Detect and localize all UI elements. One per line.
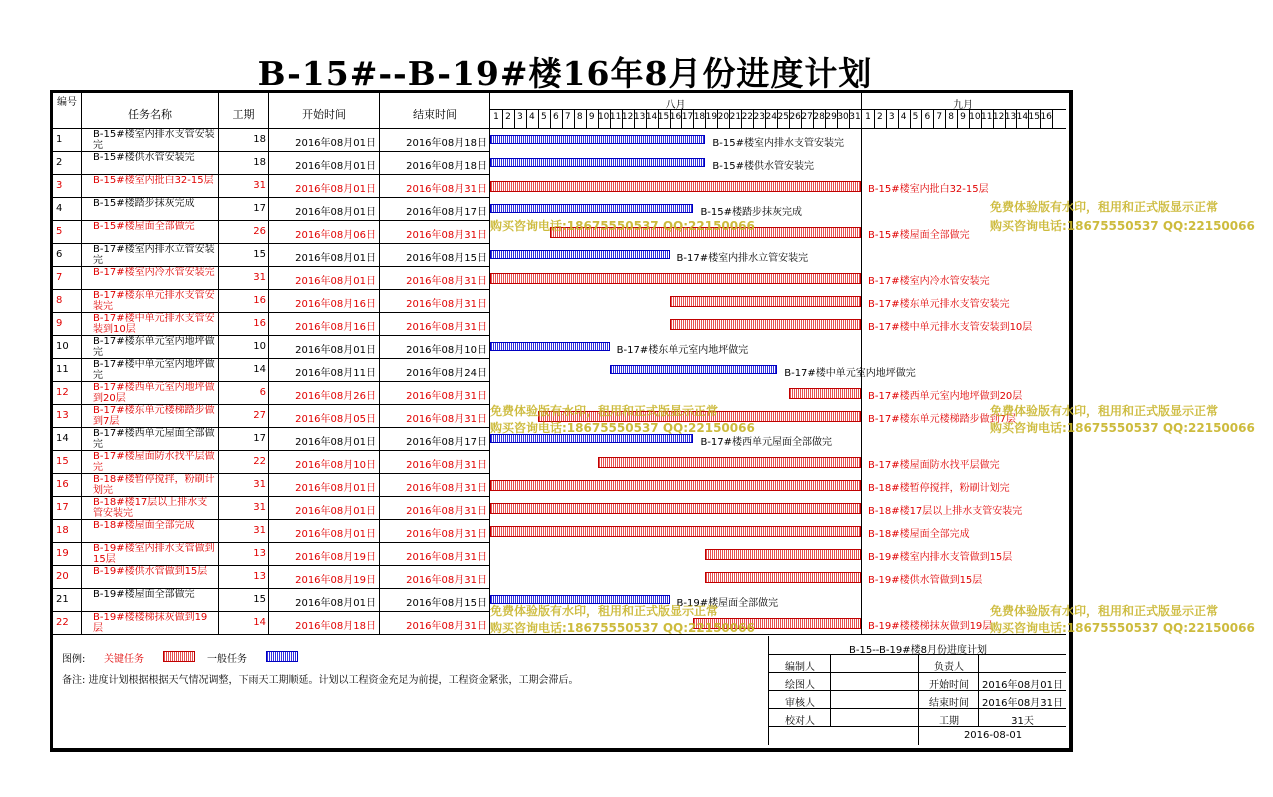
task-name: B-17#楼西单元屋面全部做完 xyxy=(93,428,215,450)
task-start: 2016年08月11日 xyxy=(295,368,376,379)
task-duration: 26 xyxy=(253,226,266,237)
task-duration: 17 xyxy=(253,433,266,444)
day-aug-4: 4 xyxy=(529,112,535,122)
watermark-line1-c: 免费体验版有水印，租用和正式版显示正常 xyxy=(490,404,719,418)
task-start: 2016年08月05日 xyxy=(295,414,376,425)
task-duration: 27 xyxy=(253,410,266,421)
day-aug-2: 2 xyxy=(505,112,511,122)
watermark-line2-d: 购买咨询电话:18675550537 QQ:22150066 xyxy=(990,421,1255,435)
task-duration: 18 xyxy=(253,157,266,168)
task-no: 3 xyxy=(56,180,63,191)
task-bar-label: B-17#楼中单元室内地坪做完 xyxy=(784,368,916,379)
watermark-line2-b: 购买咨询电话:18675550537 QQ:22150066 xyxy=(490,219,755,233)
task-end: 2016年08月31日 xyxy=(406,575,487,586)
day-sep-4: 4 xyxy=(900,112,907,122)
task-no: 9 xyxy=(56,318,63,329)
watermark-line2-c: 购买咨询电话:18675550537 QQ:22150066 xyxy=(490,421,755,435)
task-end: 2016年08月31日 xyxy=(406,529,487,540)
header-end: 结束时间 xyxy=(413,108,457,121)
task-duration: 13 xyxy=(253,571,266,582)
day-sep-5: 5 xyxy=(912,112,919,122)
task-duration: 18 xyxy=(253,134,266,145)
task-end: 2016年08月17日 xyxy=(406,437,487,448)
task-start: 2016年08月06日 xyxy=(295,230,376,241)
task-bar-label: B-17#楼西单元屋面全部做完 xyxy=(700,437,833,448)
task-start: 2016年08月01日 xyxy=(295,506,376,517)
day-aug-10: 10 xyxy=(597,112,610,122)
task-name: B-19#楼供水管做到15层 xyxy=(93,566,208,577)
task-bar-label: B-17#楼室内排水立管安装完 xyxy=(676,253,809,264)
task-name: B-15#楼屋面全部做完 xyxy=(93,221,195,232)
header-no: 编号 xyxy=(57,97,77,108)
critical-task-bar xyxy=(670,319,861,330)
task-name: B-19#楼楼梯抹灰做到19层 xyxy=(93,612,208,634)
task-no: 11 xyxy=(56,364,69,375)
day-sep-1: 1 xyxy=(865,112,871,122)
task-no: 12 xyxy=(56,387,69,398)
day-aug-8: 8 xyxy=(576,112,583,122)
task-bar-label: B-15#楼供水管安装完 xyxy=(712,161,814,172)
info-duration-value: 31天 xyxy=(1011,716,1034,727)
task-name: B-17#楼东单元楼梯踏步做到7层 xyxy=(93,405,215,427)
header-start: 开始时间 xyxy=(302,108,346,121)
task-end: 2016年08月18日 xyxy=(406,161,487,172)
day-aug-20: 20 xyxy=(717,112,730,122)
critical-task-bar xyxy=(490,181,861,192)
task-bar-label: B-18#楼屋面全部完成 xyxy=(868,529,970,540)
task-no: 2 xyxy=(56,157,63,168)
normal-task-bar xyxy=(490,158,705,167)
task-start: 2016年08月01日 xyxy=(295,529,376,540)
task-start: 2016年08月01日 xyxy=(295,184,376,195)
task-duration: 31 xyxy=(253,502,266,513)
day-aug-25: 25 xyxy=(777,112,789,122)
task-duration: 16 xyxy=(253,318,266,329)
day-aug-23: 23 xyxy=(753,112,765,122)
day-aug-19: 19 xyxy=(705,112,718,122)
task-end: 2016年08月31日 xyxy=(406,460,487,471)
task-end: 2016年08月15日 xyxy=(406,253,487,264)
task-start: 2016年08月01日 xyxy=(295,138,376,149)
task-duration: 14 xyxy=(253,364,266,375)
watermark-line1-d: 免费体验版有水印，租用和正式版显示正常 xyxy=(990,404,1219,418)
task-start: 2016年08月01日 xyxy=(295,483,376,494)
day-aug-22: 22 xyxy=(741,112,754,122)
watermark-line1-e: 免费体验版有水印，租用和正式版显示正常 xyxy=(490,604,719,618)
legend-critical-swatch xyxy=(163,651,195,662)
day-aug-1: 1 xyxy=(493,112,499,122)
day-sep-12: 12 xyxy=(992,112,1005,122)
critical-task-bar xyxy=(490,526,861,537)
task-name: B-18#楼暂停搅拌，粉刷计划完 xyxy=(93,474,215,496)
task-name: B-15#楼供水管安装完 xyxy=(93,152,195,163)
task-start: 2016年08月01日 xyxy=(295,207,376,218)
note-text: 备注: 进度计划根据根据天气情况调整，下雨天工期顺延。计划以工程资金充足为前提，工程资金紧张，工期会滞后。 xyxy=(62,675,579,686)
task-no: 7 xyxy=(56,272,63,283)
info-date: 2016-08-01 xyxy=(963,730,1023,741)
day-sep-15: 15 xyxy=(1028,112,1040,122)
task-duration: 6 xyxy=(259,387,266,398)
info-drawer-label: 绘图人 xyxy=(785,680,815,691)
task-end: 2016年08月31日 xyxy=(406,483,487,494)
task-duration: 16 xyxy=(253,295,266,306)
task-no: 15 xyxy=(56,456,69,467)
legend-normal-label: 一般任务 xyxy=(207,654,247,665)
watermark-line1-a: 免费体验版有水印，租用和正式版显示正常 xyxy=(990,200,1219,214)
task-name: B-18#楼17层以上排水支管安装完 xyxy=(93,497,208,519)
watermark-line2-f: 购买咨询电话:18675550537 QQ:22150066 xyxy=(990,621,1255,635)
legend-critical-label: 关键任务 xyxy=(104,654,144,665)
header-task-name: 任务名称 xyxy=(128,108,172,121)
task-no: 13 xyxy=(56,410,69,421)
task-bar-label: B-19#楼供水管做到15层 xyxy=(868,575,983,586)
task-name: B-19#楼室内排水支管做到15层 xyxy=(93,543,215,565)
day-aug-30: 30 xyxy=(837,112,849,122)
day-aug-26: 26 xyxy=(789,112,801,122)
task-name: B-19#楼屋面全部做完 xyxy=(93,589,195,600)
task-start: 2016年08月10日 xyxy=(295,460,376,471)
task-name: B-17#楼中单元室内地坪做完 xyxy=(93,359,215,381)
task-bar-label: B-18#楼暂停搅拌，粉刷计划完 xyxy=(868,483,1010,494)
task-duration: 15 xyxy=(253,594,266,605)
task-duration: 31 xyxy=(253,525,266,536)
watermark-line1-f: 免费体验版有水印，租用和正式版显示正常 xyxy=(990,604,1219,618)
day-aug-12: 12 xyxy=(621,112,634,122)
task-no: 22 xyxy=(56,617,69,628)
info-reviewer-label: 审核人 xyxy=(785,698,815,709)
task-end: 2016年08月31日 xyxy=(406,230,487,241)
day-sep-9: 9 xyxy=(960,112,966,122)
task-name: B-15#楼踏步抹灰完成 xyxy=(93,198,195,209)
day-aug-21: 21 xyxy=(729,112,742,122)
header-duration: 工期 xyxy=(232,108,255,121)
day-aug-18: 18 xyxy=(693,112,706,122)
task-no: 6 xyxy=(56,249,63,260)
day-aug-29: 29 xyxy=(825,112,837,122)
task-end: 2016年08月24日 xyxy=(406,368,487,379)
task-start: 2016年08月01日 xyxy=(295,161,376,172)
task-bar-label: B-15#楼室内批白32-15层 xyxy=(868,184,989,195)
task-start: 2016年08月19日 xyxy=(295,552,376,563)
day-aug-16: 16 xyxy=(669,112,682,122)
day-aug-15: 15 xyxy=(657,112,670,122)
task-no: 10 xyxy=(56,341,69,352)
task-end: 2016年08月31日 xyxy=(406,299,487,310)
day-aug-11: 11 xyxy=(609,112,622,122)
task-start: 2016年08月01日 xyxy=(295,345,376,356)
task-name: B-17#楼室内排水立管安装完 xyxy=(93,244,215,266)
day-aug-13: 13 xyxy=(633,112,646,122)
day-aug-24: 24 xyxy=(765,112,777,122)
task-bar-label: B-17#楼中单元排水支管安装到10层 xyxy=(868,322,1033,333)
header-month-aug: 八月 xyxy=(665,100,686,111)
task-start: 2016年08月01日 xyxy=(295,598,376,609)
day-aug-17: 17 xyxy=(681,112,694,122)
critical-task-bar xyxy=(670,296,861,307)
day-sep-2: 2 xyxy=(876,112,883,122)
task-bar-label: B-15#楼室内排水支管安装完 xyxy=(712,138,844,149)
task-end: 2016年08月31日 xyxy=(406,391,487,402)
task-duration: 31 xyxy=(253,479,266,490)
task-no: 16 xyxy=(56,479,69,490)
task-duration: 31 xyxy=(253,180,266,191)
day-sep-10: 10 xyxy=(969,112,981,122)
normal-task-bar xyxy=(490,342,610,351)
task-name: B-18#楼屋面全部完成 xyxy=(93,520,195,531)
task-name: B-15#楼室内批白32-15层 xyxy=(93,175,214,186)
task-bar-label: B-19#楼室内排水支管做到15层 xyxy=(868,552,1013,563)
task-no: 4 xyxy=(56,203,63,214)
task-bar-label: B-17#楼东单元室内地坪做完 xyxy=(616,345,749,356)
task-start: 2016年08月19日 xyxy=(295,575,376,586)
task-name: B-17#楼屋面防水找平层做完 xyxy=(93,451,215,473)
day-sep-6: 6 xyxy=(924,112,931,122)
task-duration: 15 xyxy=(253,249,266,260)
task-no: 8 xyxy=(56,295,63,306)
task-end: 2016年08月31日 xyxy=(406,506,487,517)
task-bar-label: B-19#楼楼梯抹灰做到19层 xyxy=(868,621,993,632)
task-end: 2016年08月15日 xyxy=(406,598,487,609)
info-end-value: 2016年08月31日 xyxy=(982,698,1063,709)
normal-task-bar xyxy=(490,250,670,259)
task-no: 19 xyxy=(56,548,69,559)
task-duration: 17 xyxy=(253,203,266,214)
task-no: 1 xyxy=(56,134,63,145)
day-aug-7: 7 xyxy=(564,112,571,122)
day-aug-6: 6 xyxy=(552,112,559,122)
normal-task-bar xyxy=(490,204,693,213)
task-end: 2016年08月31日 xyxy=(406,184,487,195)
task-duration: 10 xyxy=(253,341,266,352)
day-aug-5: 5 xyxy=(540,112,547,122)
task-duration: 14 xyxy=(253,617,266,628)
task-name: B-17#楼东单元排水支管安装完 xyxy=(93,290,215,312)
task-bar-label: B-15#楼屋面全部做完 xyxy=(868,230,970,241)
task-start: 2016年08月01日 xyxy=(295,276,376,287)
task-bar-label: B-19#楼屋面全部做完 xyxy=(676,598,779,609)
day-sep-11: 11 xyxy=(981,112,993,122)
task-end: 2016年08月31日 xyxy=(406,552,487,563)
task-name: B-17#楼中单元排水支管安装到10层 xyxy=(93,313,215,335)
task-bar-label: B-15#楼踏步抹灰完成 xyxy=(700,207,803,218)
legend-label: 图例: xyxy=(62,654,86,665)
task-duration: 22 xyxy=(253,456,266,467)
task-name: B-17#楼西单元室内地坪做到20层 xyxy=(93,382,215,404)
task-end: 2016年08月17日 xyxy=(406,207,487,218)
page-title: B-15#--B-19#楼16年8月份进度计划 xyxy=(257,54,873,93)
task-no: 14 xyxy=(56,433,69,444)
info-start-value: 2016年08月01日 xyxy=(982,680,1063,691)
task-start: 2016年08月16日 xyxy=(295,322,376,333)
day-sep-13: 13 xyxy=(1004,112,1017,122)
legend-normal-swatch xyxy=(266,651,298,662)
task-bar-label: B-18#楼17层以上排水支管安装完 xyxy=(868,506,1023,517)
task-end: 2016年08月31日 xyxy=(406,621,487,632)
task-end: 2016年08月31日 xyxy=(406,414,487,425)
task-no: 20 xyxy=(56,571,69,582)
task-no: 17 xyxy=(56,502,69,513)
info-title: B-15--B-19#楼8月份进度计划 xyxy=(849,645,987,656)
day-sep-14: 14 xyxy=(1016,112,1029,122)
task-start: 2016年08月18日 xyxy=(295,621,376,632)
info-start-label: 开始时间 xyxy=(929,680,969,691)
task-no: 18 xyxy=(56,525,69,536)
task-name: B-15#楼室内排水支管安装完 xyxy=(93,129,215,151)
critical-task-bar xyxy=(705,549,861,560)
day-aug-9: 9 xyxy=(588,112,595,122)
critical-task-bar xyxy=(598,457,861,468)
day-sep-3: 3 xyxy=(888,112,895,122)
task-start: 2016年08月01日 xyxy=(295,437,376,448)
critical-task-bar xyxy=(705,572,861,583)
task-start: 2016年08月26日 xyxy=(295,391,376,402)
task-bar-label: B-17#楼东单元楼梯踏步做到7层 xyxy=(868,414,1016,425)
watermark-line2-e: 购买咨询电话:18675550537 QQ:22150066 xyxy=(490,621,755,635)
info-responsible-label: 负责人 xyxy=(934,662,964,673)
day-aug-27: 27 xyxy=(801,112,813,122)
critical-task-bar xyxy=(789,388,861,399)
day-sep-8: 8 xyxy=(948,112,954,122)
task-bar-label: B-17#楼屋面防水找平层做完 xyxy=(868,460,1000,471)
task-end: 2016年08月31日 xyxy=(406,322,487,333)
task-name: B-17#楼东单元室内地坪做完 xyxy=(93,336,215,358)
task-end: 2016年08月31日 xyxy=(406,276,487,287)
task-start: 2016年08月16日 xyxy=(295,299,376,310)
task-bar-label: B-17#楼室内冷水管安装完 xyxy=(868,276,990,287)
normal-task-bar xyxy=(610,365,778,374)
info-end-label: 结束时间 xyxy=(929,698,969,709)
day-sep-16: 16 xyxy=(1040,112,1052,122)
task-bar-label: B-17#楼东单元排水支管安装完 xyxy=(868,299,1010,310)
day-sep-7: 7 xyxy=(936,112,943,122)
critical-task-bar xyxy=(490,480,861,491)
day-aug-31: 31 xyxy=(849,112,861,122)
header-month-sep: 九月 xyxy=(953,100,973,111)
task-duration: 31 xyxy=(253,272,266,283)
info-duration-label: 工期 xyxy=(939,716,959,727)
day-aug-28: 28 xyxy=(813,112,825,122)
day-aug-3: 3 xyxy=(517,112,523,122)
task-end: 2016年08月18日 xyxy=(406,138,487,149)
info-editor-label: 编制人 xyxy=(785,662,815,673)
task-no: 21 xyxy=(56,594,69,605)
task-bar-label: B-17#楼西单元室内地坪做到20层 xyxy=(868,391,1023,402)
task-end: 2016年08月10日 xyxy=(406,345,487,356)
info-checker-label: 校对人 xyxy=(785,716,815,727)
watermark-line2-a: 购买咨询电话:18675550537 QQ:22150066 xyxy=(990,219,1255,233)
day-aug-14: 14 xyxy=(645,112,658,122)
task-name: B-17#楼室内冷水管安装完 xyxy=(93,267,215,278)
task-duration: 13 xyxy=(253,548,266,559)
task-no: 5 xyxy=(56,226,63,237)
critical-task-bar xyxy=(490,273,861,284)
task-start: 2016年08月01日 xyxy=(295,253,376,264)
normal-task-bar xyxy=(490,135,705,144)
critical-task-bar xyxy=(490,503,861,514)
